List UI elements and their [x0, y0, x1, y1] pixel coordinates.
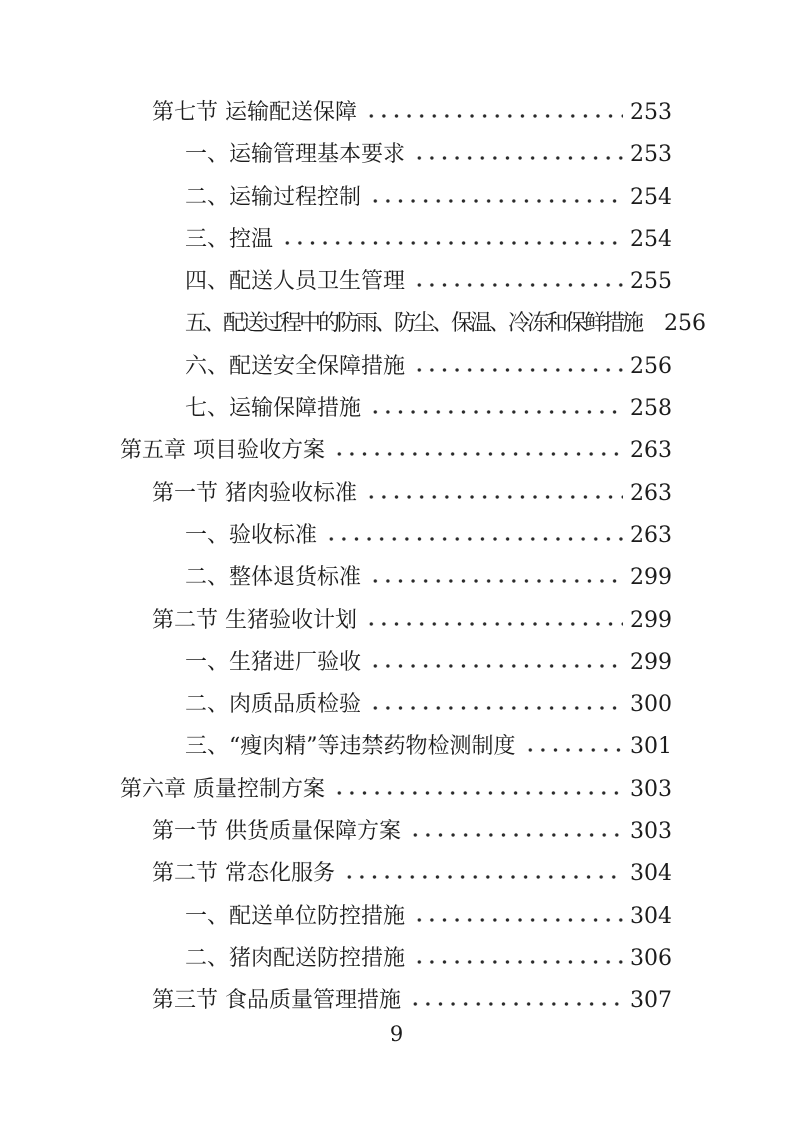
- dot-leader: [365, 494, 623, 500]
- toc-entry[interactable]: [0, 346, 793, 388]
- dot-leader: [369, 409, 623, 415]
- toc-entry-label: 第一节 供货质量保障方案: [152, 819, 401, 845]
- toc-entry-label: 三、“瘦肉精”等违禁药物检测制度: [185, 734, 516, 760]
- toc-entry-label: 七、运输保障措施: [185, 396, 362, 422]
- toc-entry[interactable]: [0, 684, 793, 726]
- toc-entry-page: 303: [630, 819, 672, 845]
- toc-entry-label: 三、控温: [185, 226, 274, 252]
- toc-entry[interactable]: [0, 261, 793, 303]
- dot-leader: [281, 240, 623, 246]
- toc-entry-page: 253: [630, 142, 672, 168]
- toc-entry[interactable]: [0, 92, 793, 134]
- toc-entry-label: 二、整体退货标准: [185, 565, 362, 591]
- toc-entry-label: 第一节 猪肉验收标准: [152, 480, 357, 506]
- toc-entry-page: 299: [630, 607, 672, 633]
- toc-entry-page: 263: [630, 522, 672, 548]
- dot-leader: [369, 705, 623, 711]
- toc-entry[interactable]: [0, 642, 793, 684]
- toc-entry[interactable]: [0, 177, 793, 219]
- toc-entry-page: 254: [630, 226, 672, 252]
- toc-entry-label: 二、猪肉配送防控措施: [185, 945, 406, 971]
- dot-leader: [649, 324, 657, 330]
- toc-entry[interactable]: [0, 600, 793, 642]
- toc-entry-page: 304: [630, 861, 672, 887]
- toc-entry-label: 六、配送安全保障措施: [185, 353, 406, 379]
- toc-entry-label: 一、生猪进厂验收: [185, 649, 362, 675]
- dot-leader: [343, 874, 623, 880]
- table-of-contents: [0, 92, 793, 1023]
- toc-entry-label: 第六章 质量控制方案: [120, 776, 325, 802]
- toc-entry-page: 299: [630, 565, 672, 591]
- toc-entry-label: 一、运输管理基本要求: [185, 142, 406, 168]
- toc-entry-page: 301: [630, 734, 672, 760]
- toc-entry-label: 二、肉质品质检验: [185, 692, 362, 718]
- toc-entry[interactable]: [0, 726, 793, 768]
- dot-leader: [413, 917, 623, 923]
- dot-leader: [365, 113, 623, 119]
- dot-leader: [365, 621, 623, 627]
- toc-entry-page: 303: [630, 776, 672, 802]
- toc-entry-page: 263: [630, 480, 672, 506]
- toc-entry[interactable]: [0, 980, 793, 1022]
- toc-entry[interactable]: [0, 430, 793, 472]
- toc-entry[interactable]: [0, 853, 793, 895]
- toc-entry-label: 第二节 生猪验收计划: [152, 607, 357, 633]
- dot-leader: [409, 832, 623, 838]
- dot-leader: [325, 536, 623, 542]
- toc-entry-page: 253: [630, 100, 672, 125]
- toc-entry-label: 第三节 食品质量管理措施: [152, 988, 401, 1014]
- toc-entry[interactable]: [0, 515, 793, 557]
- toc-entry-label: 一、配送单位防控措施: [185, 903, 406, 929]
- toc-entry-page: 304: [630, 903, 672, 929]
- toc-entry-page: 256: [664, 311, 707, 337]
- dot-leader: [369, 198, 623, 204]
- toc-entry-page: 258: [630, 396, 672, 422]
- toc-entry-label: 第七节 运输配送保障: [152, 100, 357, 125]
- toc-entry[interactable]: [0, 938, 793, 980]
- toc-entry-page: 255: [630, 269, 672, 295]
- toc-entry-label: 第二节 常态化服务: [152, 861, 335, 887]
- toc-entry[interactable]: [0, 388, 793, 430]
- toc-entry[interactable]: [0, 896, 793, 938]
- dot-leader: [409, 1001, 623, 1007]
- toc-entry[interactable]: [0, 769, 793, 811]
- toc-entry[interactable]: [0, 811, 793, 853]
- dot-leader: [413, 959, 623, 965]
- page-number: 9: [389, 1022, 404, 1046]
- dot-leader: [333, 790, 623, 796]
- toc-entry-page: 307: [630, 988, 672, 1014]
- toc-entry-page: 300: [630, 692, 672, 718]
- toc-entry-label: 五、配送过程中的防雨、防尘、保温、冷冻和保鲜措施: [185, 311, 642, 337]
- toc-entry-page: 263: [630, 438, 672, 464]
- dot-leader: [413, 367, 623, 373]
- toc-entry[interactable]: [0, 134, 793, 176]
- dot-leader: [369, 578, 623, 584]
- toc-entry-page: 256: [630, 353, 672, 379]
- toc-entry-page: 299: [630, 649, 672, 675]
- toc-entry-label: 一、验收标准: [185, 522, 318, 548]
- dot-leader: [413, 155, 623, 161]
- dot-leader: [413, 282, 623, 288]
- toc-entry[interactable]: [0, 303, 793, 345]
- toc-entry-page: 306: [630, 945, 672, 971]
- dot-leader: [333, 451, 623, 457]
- toc-entry-label: 四、配送人员卫生管理: [185, 269, 406, 295]
- toc-entry-page: 254: [630, 184, 672, 210]
- toc-entry[interactable]: [0, 557, 793, 599]
- toc-entry[interactable]: [0, 219, 793, 261]
- dot-leader: [369, 663, 623, 669]
- toc-entry-label: 二、运输过程控制: [185, 184, 362, 210]
- dot-leader: [524, 747, 624, 753]
- toc-entry-label: 第五章 项目验收方案: [120, 438, 325, 464]
- toc-entry[interactable]: [0, 473, 793, 515]
